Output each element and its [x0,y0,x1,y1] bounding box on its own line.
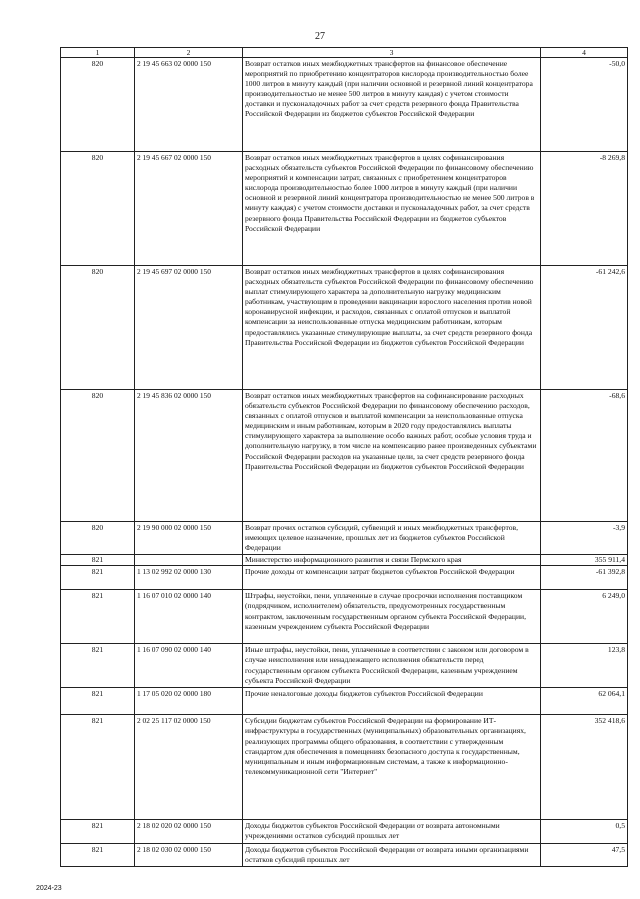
table-row [61,590,628,644]
amount: -8 269,8 [541,152,628,266]
revenue-code: 2 18 02 030 02 0000 150 [135,843,243,866]
table-row [61,566,628,590]
admin-code: 821 [61,590,135,644]
admin-code: 821 [61,820,135,843]
table-row [61,715,628,820]
column-header-3: 3 [243,48,541,58]
amount: 47,5 [541,843,628,866]
admin-code: 821 [61,644,135,688]
revenue-code: 1 13 02 992 02 0000 130 [135,566,243,590]
admin-code: 821 [61,715,135,820]
revenue-name: Штрафы, неустойки, пени, уплаченные в случае просрочки исполнения поставщиком (подрядчиком, исполнителем) обязательств, предусмотренных государственным контрактом, заключенным государственным органом субъекта Российской Федерации, казенным учреждением субъекта Российской Федерации [243,590,541,644]
amount: 355 911,4 [541,555,628,566]
revenue-name: Возврат прочих остатков субсидий, субвенций и иных межбюджетных трансфертов, имеющих целевое назначение, прошлых лет из бюджетов субъектов Российской Федерации [243,522,541,555]
revenue-code: 2 19 45 836 02 0000 150 [135,390,243,522]
table-row [61,820,628,843]
table-row [61,522,628,555]
revenue-code [135,555,243,566]
column-header-1: 1 [61,48,135,58]
revenue-code: 2 18 02 020 02 0000 150 [135,820,243,843]
table-row [61,58,628,152]
table-row [61,266,628,390]
table-row [61,390,628,522]
department-row [61,555,628,566]
admin-code: 820 [61,58,135,152]
admin-code: 821 [61,688,135,715]
revenue-code: 1 16 07 010 02 0000 140 [135,590,243,644]
table-row [61,843,628,866]
admin-code: 821 [61,566,135,590]
amount: 62 064,1 [541,688,628,715]
revenue-name: Прочие доходы от компенсации затрат бюджетов субъектов Российской Федерации [243,566,541,590]
admin-code: 820 [61,152,135,266]
revenue-code: 1 16 07 090 02 0000 140 [135,644,243,688]
revenue-code: 1 17 05 020 02 0000 180 [135,688,243,715]
admin-code: 820 [61,522,135,555]
revenue-code: 2 19 45 663 02 0000 150 [135,58,243,152]
revenue-name: Субсидии бюджетам субъектов Российской Федерации на формирование ИТ-инфраструктуры в государственных (муниципальных) образовательных организациях, реализующих программы общего образования, в соответствии с утвержденным стандартом для обеспечения в помещениях безопасного доступа к государственным, муниципальным и иным информационным системам, а также к информационно-телекоммуникационной сети "Интернет" [243,715,541,820]
column-header-2: 2 [135,48,243,58]
admin-code: 821 [61,843,135,866]
amount: -61 242,6 [541,266,628,390]
table-header-row [61,48,628,58]
page-number: 27 [315,31,325,42]
revenue-code: 2 19 45 667 02 0000 150 [135,152,243,266]
revenue-name: Доходы бюджетов субъектов Российской Федерации от возврата иными организациями остатков субсидий прошлых лет [243,843,541,866]
revenue-name: Прочие неналоговые доходы бюджетов субъектов Российской Федерации [243,688,541,715]
table-row [61,644,628,688]
admin-code: 820 [61,266,135,390]
document-code: 2024-23 [36,885,62,892]
admin-code: 821 [61,555,135,566]
amount: -50,0 [541,58,628,152]
revenue-name: Иные штрафы, неустойки, пени, уплаченные в соответствии с законом или договором в случае неисполнения или ненадлежащего исполнения обязательств перед государственным органом субъекта Российской Федерации, казенным учреждением субъекта Российской Федерации [243,644,541,688]
revenue-code: 2 19 90 000 02 0000 150 [135,522,243,555]
revenue-name: Возврат остатков иных межбюджетных трансфертов на софинансирование расходных обязательств субъектов Российской Федерации по финансовому обеспечению расходов, связанных с оплатой отпусков и выплатой компенсации за неиспользованные отпуска медицинским и иным работникам, которым в 2020 году предоставлялись выплаты стимулирующего характера за выполнение особо важных работ, особые условия труда и дополнительную нагрузку, в том числе на компенсацию ранее произведенных субъектами Российской Федерации расходов на указанные цели, за счет средств резервного фонда Правительства Российской Федерации из бюджетов субъектов Российской Федерации [243,390,541,522]
budget-table [60,47,628,867]
revenue-name: Возврат остатков иных межбюджетных трансфертов в целях софинансирования расходных обязательств субъектов Российской Федерации по финансовому обеспечению выплат стимулирующего характера за дополнительную нагрузку медицинским работникам, участвующим в проведении вакцинации взрослого населения против новой коронавирусной инфекции, и расходов, связанных с оплатой отпусков и выплатой компенсации за неиспользованные отпуска медицинским работникам, которым предоставлялись указанные стимулирующие выплаты, за счет средств резервного фонда Правительства Российской Федерации из бюджетов субъектов Российской Федерации [243,266,541,390]
amount: 0,5 [541,820,628,843]
admin-code: 820 [61,390,135,522]
amount: -3,9 [541,522,628,555]
table-row [61,152,628,266]
revenue-name: Возврат остатков иных межбюджетных трансфертов на финансовое обеспечение мероприятий по приобретению концентраторов кислорода производительностью более 1000 литров в минуту каждый (при наличии основной и резервной линий концентратора производительностью не менее 500 литров в минуту каждая) с учетом стоимости доставки и пусконаладочных работ за счет средств резервного фонда Правительства Российской Федерации из бюджетов субъектов Российской Федерации [243,58,541,152]
amount: -68,6 [541,390,628,522]
revenue-code: 2 19 45 697 02 0000 150 [135,266,243,390]
amount: 352 418,6 [541,715,628,820]
amount: -61 392,8 [541,566,628,590]
amount: 6 249,0 [541,590,628,644]
revenue-name: Возврат остатков иных межбюджетных трансфертов в целях софинансирования расходных обязательств субъектов Российской Федерации по финансовому обеспечению мероприятий и компенсации затрат, связанных с приобретением концентраторов кислорода производительностью более 1000 литров в минуту каждый (при наличии основной и резервной линий концентратора производительностью не менее 500 литров в минуту каждая) с учетом стоимости доставки и пусконаладочных работ, за счет средств резервного фонда Правительства Российской Федерации из бюджетов субъектов Российской Федерации [243,152,541,266]
amount: 123,8 [541,644,628,688]
table-row [61,688,628,715]
department-name: Министерство информационного развития и связи Пермского края [243,555,541,566]
column-header-4: 4 [541,48,628,58]
revenue-name: Доходы бюджетов субъектов Российской Федерации от возврата автономными учреждениями остатков субсидий прошлых лет [243,820,541,843]
revenue-code: 2 02 25 117 02 0000 150 [135,715,243,820]
